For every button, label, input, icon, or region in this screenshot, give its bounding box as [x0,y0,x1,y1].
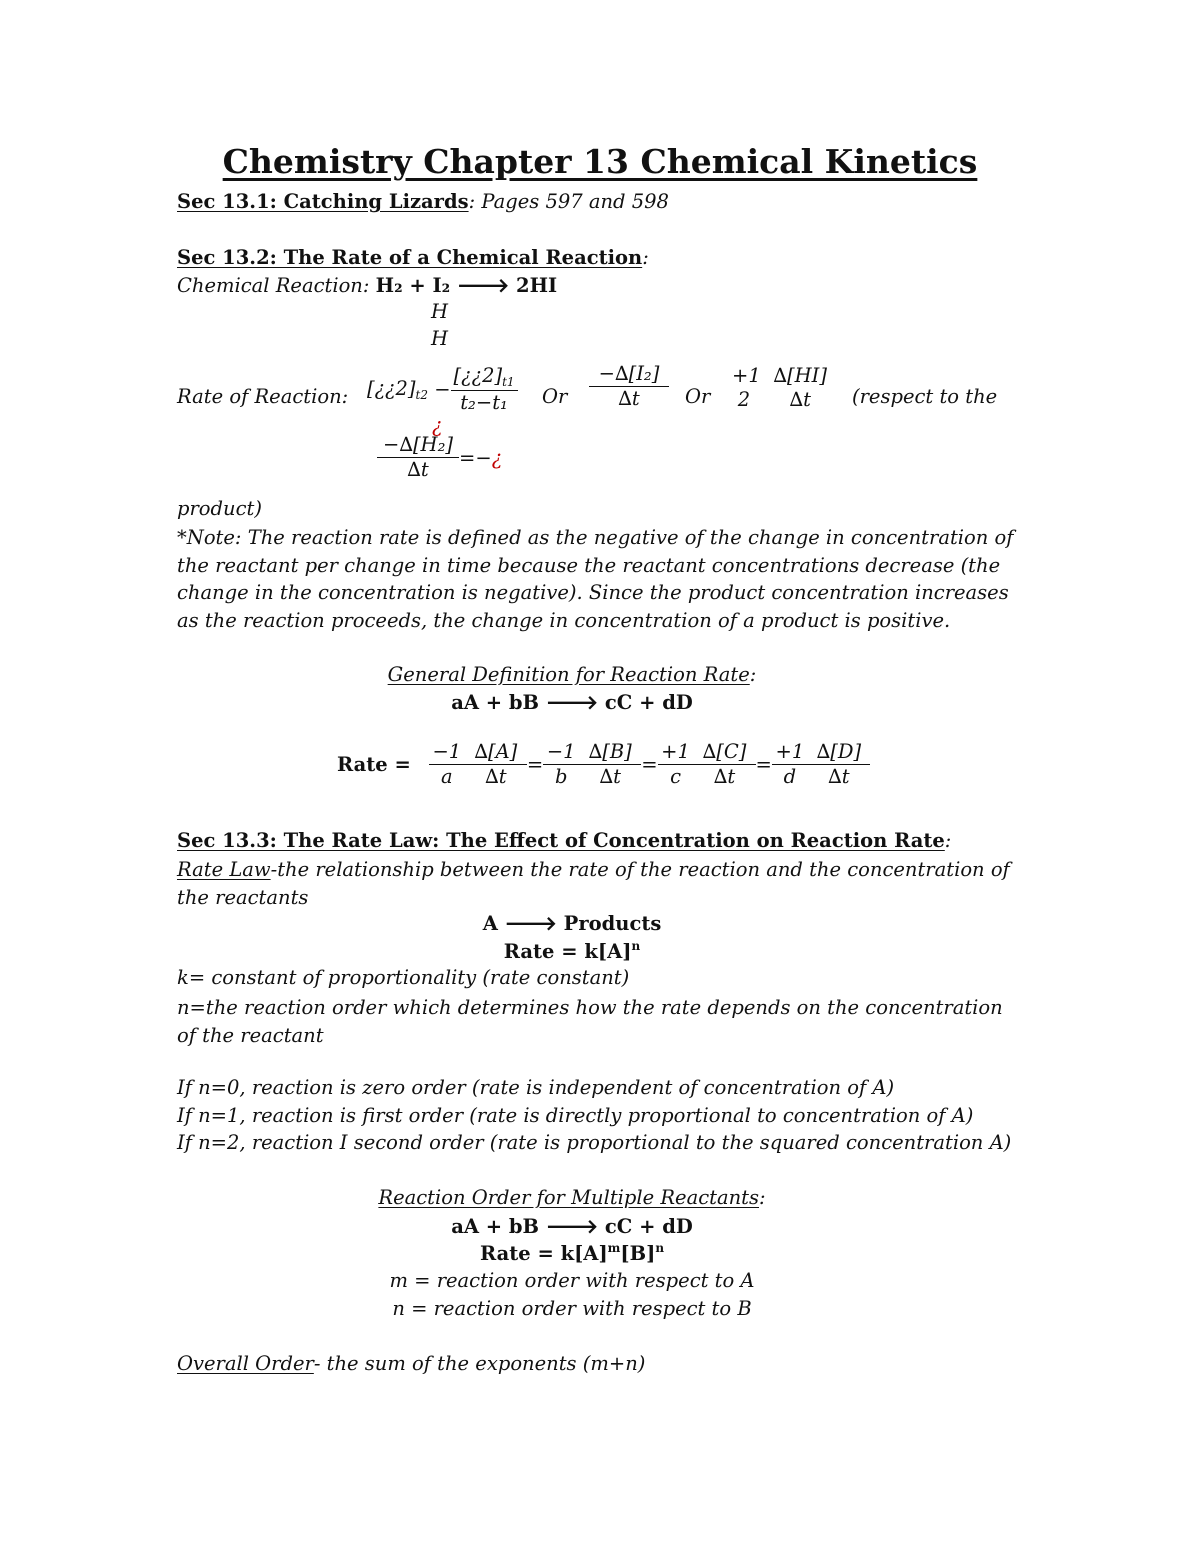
multi-reactants-line: Reaction Order for Multiple Reactants: [378,1186,766,1209]
rate-iodine-fraction: $\frac{\text{−∆[I₂]}}{\Delta t}$ [589,362,669,412]
equals-sign: = [641,753,658,777]
sec-13-1-heading: Sec 13.1: Catching Lizards [177,190,469,213]
order-zero: If n=0, reaction is zero order (rate is independent of concentration of A) [177,1076,895,1099]
rate-term-coefficient: $\frac{-1}{b}$ [543,740,579,790]
rate-term-change: $\frac{\Delta[B]}{\Delta t}$ [579,740,641,790]
overall-order-line [177,1352,645,1375]
rate-of-reaction-label: Rate of Reaction: [177,385,349,408]
equals-sign: = [526,753,544,777]
minus-sign: − [434,378,451,402]
rate-term-coefficient: $\frac{-1}{a}$ [429,740,465,790]
multi-rate-equation: Rate = $k[A]^m[B]^n$ [479,1241,665,1265]
sec-13-1-line [177,190,669,213]
or-2: Or [685,385,711,408]
rate-term-coefficient: $\frac{+1}{d}$ [772,740,808,790]
rate-law-def-text: -the relationship between the rate of the reaction and the concentration of the reactants [177,858,1010,909]
general-definition-line: General Definition for Reaction Rate: [387,663,757,686]
page-title: Chemistry Chapter 13 Chemical Kinetics [222,142,978,181]
rate-term-coefficient: $\frac{+1}{c}$ [658,740,694,790]
m-definition: m = reaction order with respect to A [389,1269,755,1292]
overall-order-def: - the sum of the exponents (m+n) [313,1352,646,1375]
rate-term-change: $\frac{\Delta[C]}{\Delta t}$ [694,740,756,790]
k-definition: k= constant of proportionality (rate constant) [177,966,630,989]
multi-equation: aA + bB 🡒 cC + dD [451,1215,693,1238]
chemical-reaction-equation: H₂ + I₂ 🡒 2HI [375,274,558,297]
h-atom-1: H [431,300,449,323]
multi-reactants-heading: Reaction Order for Multiple Reactants [378,1186,759,1209]
red-placeholder-mark-2: ¿ [491,446,503,470]
note-paragraph: *Note: The reaction rate is defined as the negative of the change in concentration of the reactant per change in time because the reactant concentrations decrease (the change in the concentration is negative). Since the product concentration increases as the reaction proceeds, the change in concentration of a product is positive. [177,526,1014,632]
sec-13-1-text: : Pages 597 and 598 [468,190,669,213]
rate-hydrogen-fraction: $\frac{\text{−∆[H₂]}}{\Delta t}$ =−¿ [377,433,502,483]
sec-13-3-heading: Sec 13.3: The Rate Law: The Effect of Concentration on Reaction Rate [177,829,945,852]
rate-expression-difference [367,364,518,415]
conc-t2: $[¿¿2]_{t2}$ [367,377,428,403]
equals-sign: = [755,753,772,777]
n2-definition: n = reaction order with respect to B [392,1297,752,1320]
rate-hi-fraction: +1 2 ∆[HI] ∆t [732,364,827,412]
overall-order-term: Overall Order [177,1352,314,1375]
red-placeholder-mark: ¿ [432,414,443,437]
rate-term-change: $\frac{\Delta[D]}{\Delta t}$ [808,740,870,790]
general-rate-equation [337,740,870,790]
rate-equals-label: Rate = [337,753,411,777]
rate-terms [429,740,870,789]
products-equation: A 🡒 Products [482,912,662,935]
chemical-reaction-label: Chemical Reaction: [177,274,376,297]
conc-difference-fraction: $\frac{[¿¿2]_{t1}}{\text{t₂−t₁}}$ [451,364,518,415]
or-1: Or [542,385,568,408]
rate-law-term: Rate Law [177,858,271,881]
h-atom-2: H [431,327,449,350]
sec-13-2-line [177,246,649,269]
sec-13-2-colon: : [642,246,649,269]
general-equation: aA + bB 🡒 cC + dD [451,691,693,714]
general-definition-heading: General Definition for Reaction Rate [387,663,750,686]
rate-law-definition [177,856,1017,911]
order-second: If n=2, reaction I second order (rate is proportional to the squared concentration A) [177,1131,1012,1154]
rate-term-change: $\frac{\Delta[A]}{\Delta t}$ [465,740,527,790]
respect-to-text: (respect to the [852,385,998,408]
n-definition: n=the reaction order which determines how the rate depends on the concentration of the reactant [177,996,1003,1047]
chemical-reaction-line [177,273,557,297]
order-first: If n=1, reaction is first order (rate is directly proportional to concentration of A) [177,1104,974,1127]
product-close-text: product) [177,497,262,520]
rate-law-equation: Rate = $k[A]^n$ [503,939,641,963]
sec-13-3-line: Sec 13.3: The Rate Law: The Effect of Concentration on Reaction Rate: [177,829,952,852]
sec-13-2-heading: Sec 13.2: The Rate of a Chemical Reaction [177,246,643,269]
